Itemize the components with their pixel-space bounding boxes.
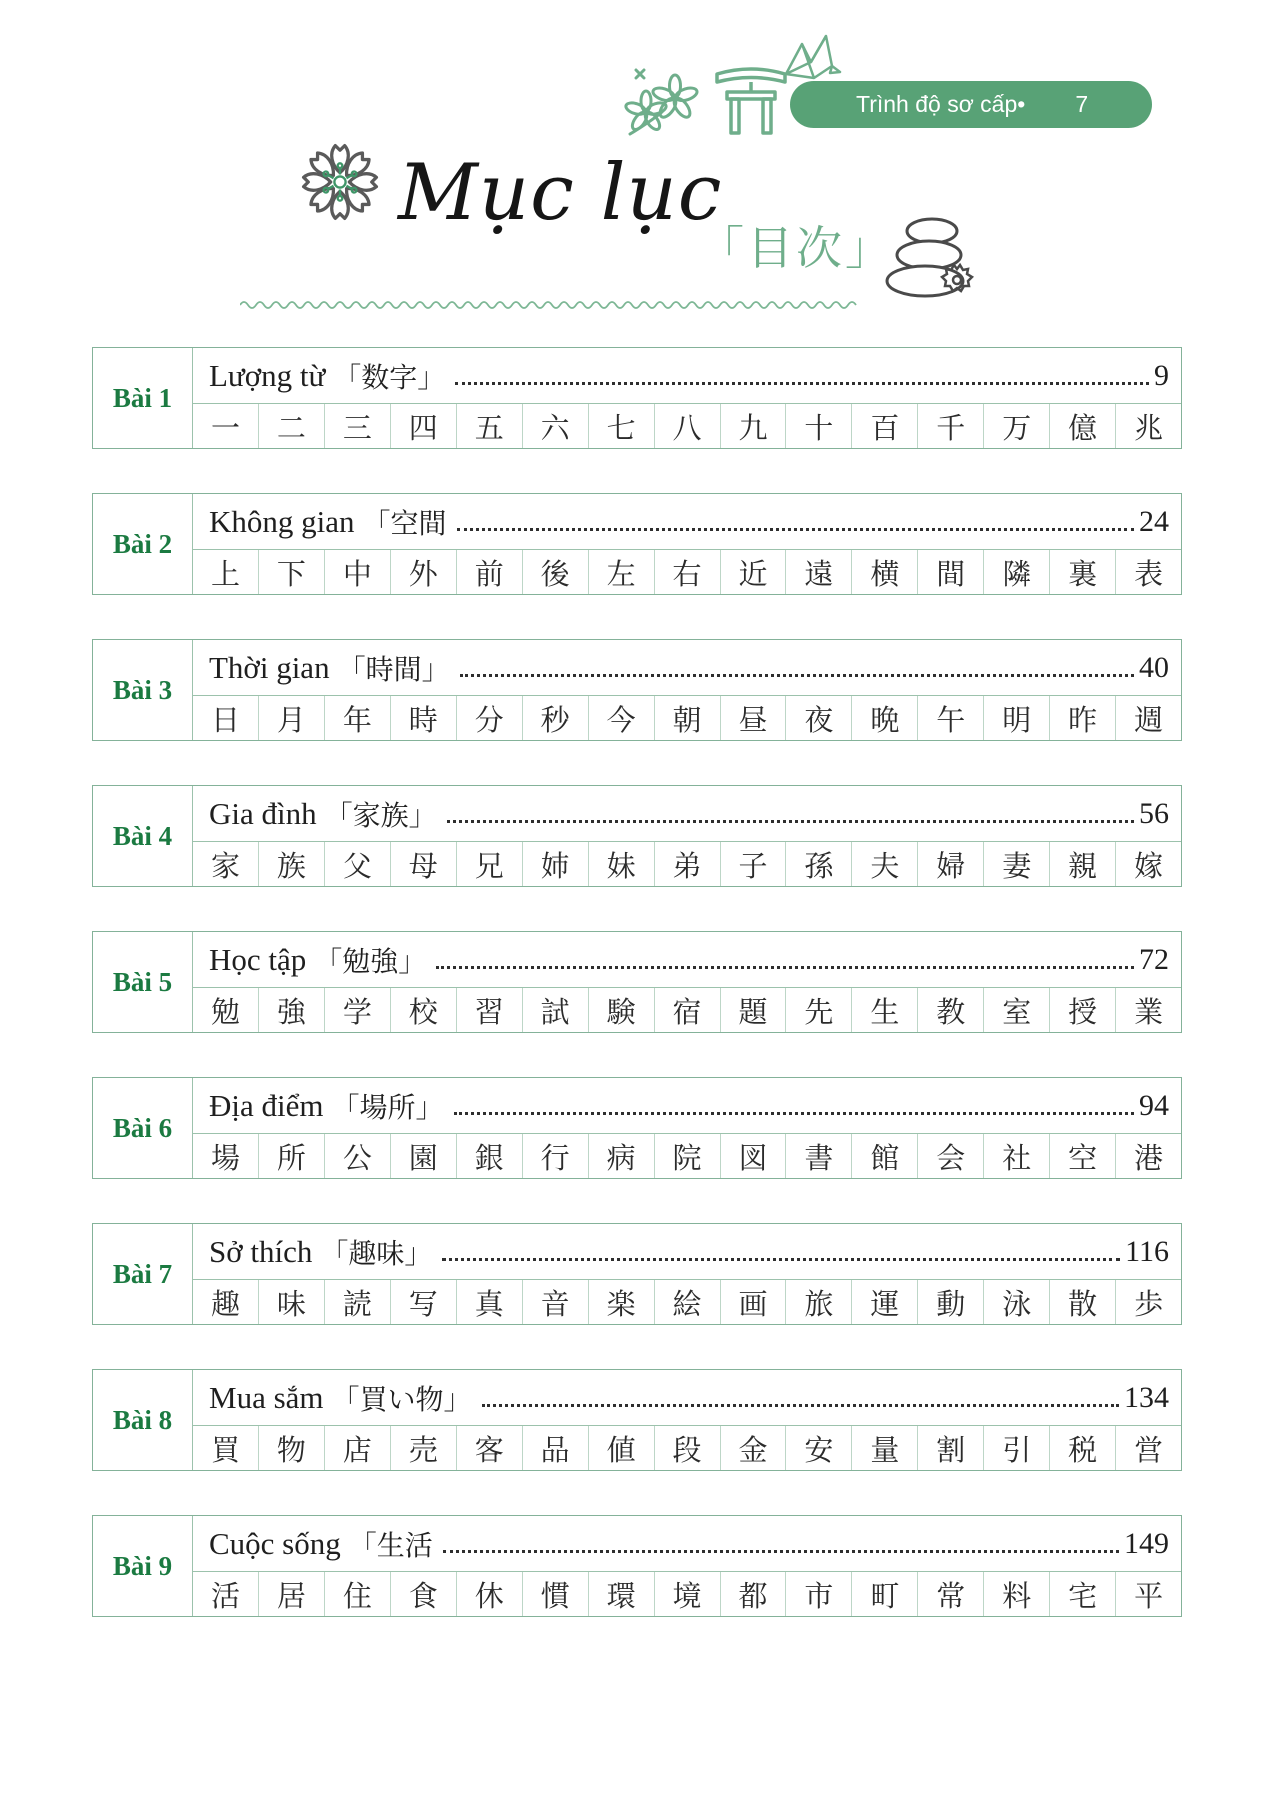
kanji-cell: 夫 bbox=[852, 842, 918, 886]
kanji-cell: 妹 bbox=[589, 842, 655, 886]
kanji-cell: 兆 bbox=[1134, 412, 1164, 445]
kanji-cell: 都 bbox=[721, 1572, 787, 1616]
kanji-cell: 親 bbox=[1050, 842, 1116, 886]
kanji-cell: 活 bbox=[193, 1572, 259, 1616]
kanji-cell: 授 bbox=[1050, 988, 1116, 1032]
kanji-cell: 金 bbox=[721, 1426, 787, 1470]
kanji-cell: 楽 bbox=[589, 1280, 655, 1324]
lesson-label bbox=[93, 786, 193, 886]
lesson-title-japanese: 「趣味」 bbox=[320, 1238, 433, 1270]
kanji-cell: 安 bbox=[786, 1426, 852, 1470]
lesson-label bbox=[93, 932, 193, 1032]
kanji-cell: 今 bbox=[589, 696, 655, 740]
kanji-cell: 教 bbox=[918, 988, 984, 1032]
kanji-cell: 明 bbox=[984, 696, 1050, 740]
kanji-cell: 税 bbox=[1050, 1426, 1116, 1470]
kanji-cell: 宅 bbox=[1050, 1572, 1116, 1616]
dotted-leader bbox=[460, 674, 1134, 677]
lesson-title-japanese: 「数字」 bbox=[333, 362, 446, 394]
lesson-content bbox=[193, 786, 1181, 886]
kanji-cell: 左 bbox=[589, 550, 655, 594]
page-title: Mục lục bbox=[398, 148, 723, 238]
kanji-cell: 常 bbox=[918, 1572, 984, 1616]
page-number: 7 bbox=[1075, 91, 1089, 117]
kanji-cell: 嫁 bbox=[1134, 850, 1164, 883]
level-banner bbox=[790, 81, 1152, 128]
kanji-cell: 八 bbox=[655, 404, 721, 448]
kanji-cell: 四 bbox=[391, 404, 457, 448]
kanji-cell: 営 bbox=[1134, 1434, 1164, 1467]
lesson-title: Địa điểm bbox=[209, 1087, 324, 1123]
kanji-row bbox=[193, 841, 1181, 886]
kanji-cell: 夜 bbox=[786, 696, 852, 740]
kanji-cell: 分 bbox=[457, 696, 523, 740]
kanji-cell: 写 bbox=[391, 1280, 457, 1324]
kanji-cell: 弟 bbox=[655, 842, 721, 886]
kanji-cell: 万 bbox=[984, 404, 1050, 448]
kanji-cell: 院 bbox=[655, 1134, 721, 1178]
kanji-cell: 館 bbox=[852, 1134, 918, 1178]
kanji-cell: 習 bbox=[457, 988, 523, 1032]
lesson-label-text: Bài 2 bbox=[112, 528, 173, 559]
kanji-cell: 病 bbox=[589, 1134, 655, 1178]
lesson-content bbox=[193, 932, 1181, 1032]
lesson-page-number: 149 bbox=[1124, 1526, 1169, 1560]
kanji-row bbox=[193, 1279, 1181, 1324]
kanji-cell: 段 bbox=[655, 1426, 721, 1470]
lesson-section bbox=[92, 347, 1182, 449]
kanji-cell: 町 bbox=[852, 1572, 918, 1616]
kanji-cell: 運 bbox=[852, 1280, 918, 1324]
kanji-cell: 右 bbox=[655, 550, 721, 594]
kanji-cell: 一 bbox=[193, 404, 259, 448]
kanji-cell: 表 bbox=[1134, 558, 1164, 591]
kanji-cell: 休 bbox=[457, 1572, 523, 1616]
kanji-cell: 値 bbox=[589, 1426, 655, 1470]
kanji-cell: 品 bbox=[523, 1426, 589, 1470]
kanji-cell: 三 bbox=[325, 404, 391, 448]
lesson-label-text: Bài 8 bbox=[112, 1404, 173, 1435]
kanji-cell: 子 bbox=[721, 842, 787, 886]
lesson-label bbox=[93, 1516, 193, 1616]
dotted-leader bbox=[454, 1112, 1134, 1115]
kanji-cell: 園 bbox=[391, 1134, 457, 1178]
lesson-title-row bbox=[193, 1078, 1181, 1133]
kanji-cell: 月 bbox=[259, 696, 325, 740]
kanji-cell: 強 bbox=[259, 988, 325, 1032]
kanji-cell: 音 bbox=[523, 1280, 589, 1324]
lesson-title-row bbox=[193, 1224, 1181, 1279]
kanji-cell: 昼 bbox=[721, 696, 787, 740]
kanji-cell: 外 bbox=[391, 550, 457, 594]
kanji-cell: 試 bbox=[523, 988, 589, 1032]
kanji-cell: 午 bbox=[918, 696, 984, 740]
lesson-label-text: Bài 7 bbox=[112, 1258, 173, 1289]
kanji-cell: 会 bbox=[918, 1134, 984, 1178]
kanji-cell: 校 bbox=[391, 988, 457, 1032]
kanji-cell: 家 bbox=[193, 842, 259, 886]
dotted-leader bbox=[455, 382, 1149, 385]
kanji-cell: 裏 bbox=[1050, 550, 1116, 594]
kanji-cell: 秒 bbox=[523, 696, 589, 740]
kanji-row bbox=[193, 403, 1181, 448]
lesson-title: Học tập bbox=[209, 941, 307, 977]
kanji-cell: 妻 bbox=[984, 842, 1050, 886]
kanji-row bbox=[193, 1571, 1181, 1616]
lesson-content bbox=[193, 1224, 1181, 1324]
lesson-page-number: 56 bbox=[1139, 796, 1169, 830]
kanji-cell: 六 bbox=[523, 404, 589, 448]
lesson-title: Gia đình bbox=[209, 795, 317, 831]
kanji-cell: 年 bbox=[325, 696, 391, 740]
kanji-cell: 生 bbox=[852, 988, 918, 1032]
kanji-cell: 間 bbox=[918, 550, 984, 594]
lesson-title-japanese: 「空間 bbox=[362, 508, 447, 540]
lesson-page-number: 24 bbox=[1139, 504, 1169, 538]
lesson-label-text: Bài 9 bbox=[112, 1550, 173, 1581]
kanji-cell: 晩 bbox=[852, 696, 918, 740]
kanji-cell: 泳 bbox=[984, 1280, 1050, 1324]
lesson-page-number: 116 bbox=[1125, 1234, 1169, 1268]
kanji-cell: 業 bbox=[1134, 996, 1164, 1029]
kanji-cell: 兄 bbox=[457, 842, 523, 886]
lesson-content bbox=[193, 494, 1181, 594]
lesson-title-row bbox=[193, 348, 1181, 403]
lesson-label-text: Bài 1 bbox=[112, 382, 173, 413]
lesson-section bbox=[92, 931, 1182, 1033]
kanji-cell: 十 bbox=[786, 404, 852, 448]
kanji-cell: 食 bbox=[391, 1572, 457, 1616]
kanji-row bbox=[193, 549, 1181, 594]
kanji-cell: 億 bbox=[1050, 404, 1116, 448]
kanji-cell: 動 bbox=[918, 1280, 984, 1324]
lesson-label bbox=[93, 1224, 193, 1324]
kanji-cell: 孫 bbox=[786, 842, 852, 886]
kanji-cell: 環 bbox=[589, 1572, 655, 1616]
sakura-cluster-icon bbox=[622, 60, 702, 138]
kanji-cell: 居 bbox=[259, 1572, 325, 1616]
kanji-cell: 婦 bbox=[918, 842, 984, 886]
lesson-label bbox=[93, 1370, 193, 1470]
lesson-content bbox=[193, 1078, 1181, 1178]
lesson-content bbox=[193, 1516, 1181, 1616]
lesson-content bbox=[193, 1370, 1181, 1470]
lesson-label-text: Bài 4 bbox=[112, 820, 173, 851]
kanji-cell: 売 bbox=[391, 1426, 457, 1470]
kanji-cell: 画 bbox=[721, 1280, 787, 1324]
kanji-cell: 所 bbox=[259, 1134, 325, 1178]
lesson-page-number: 134 bbox=[1124, 1380, 1169, 1414]
kanji-cell: 前 bbox=[457, 550, 523, 594]
lesson-title-row bbox=[193, 786, 1181, 841]
dotted-leader bbox=[457, 528, 1134, 531]
lesson-label bbox=[93, 640, 193, 740]
kanji-cell: 上 bbox=[193, 550, 259, 594]
kanji-cell: 港 bbox=[1134, 1142, 1164, 1175]
kanji-row bbox=[193, 1425, 1181, 1470]
kanji-cell: 下 bbox=[259, 550, 325, 594]
kanji-cell: 後 bbox=[523, 550, 589, 594]
kanji-cell: 引 bbox=[984, 1426, 1050, 1470]
dotted-leader bbox=[442, 1258, 1120, 1261]
kanji-cell: 宿 bbox=[655, 988, 721, 1032]
lesson-title: Thời gian bbox=[209, 649, 330, 685]
sakura-flower-icon bbox=[298, 140, 382, 224]
kanji-cell: 割 bbox=[918, 1426, 984, 1470]
lesson-section bbox=[92, 1369, 1182, 1471]
kanji-cell: 先 bbox=[786, 988, 852, 1032]
kanji-cell: 族 bbox=[259, 842, 325, 886]
lesson-page-number: 40 bbox=[1139, 650, 1169, 684]
kanji-cell: 公 bbox=[325, 1134, 391, 1178]
kanji-cell: 絵 bbox=[655, 1280, 721, 1324]
lesson-title: Sở thích bbox=[209, 1233, 313, 1269]
kanji-cell: 時 bbox=[391, 696, 457, 740]
dotted-leader bbox=[482, 1404, 1119, 1407]
lesson-title: Mua sắm bbox=[209, 1379, 324, 1415]
kanji-cell: 場 bbox=[193, 1134, 259, 1178]
kanji-cell: 中 bbox=[325, 550, 391, 594]
lesson-content bbox=[193, 348, 1181, 448]
lesson-title-row bbox=[193, 1516, 1181, 1571]
kanji-cell: 遠 bbox=[786, 550, 852, 594]
kanji-cell: 週 bbox=[1134, 704, 1164, 737]
lesson-section bbox=[92, 785, 1182, 887]
lesson-page-number: 72 bbox=[1139, 942, 1169, 976]
level-label: Trình độ sơ cấp• bbox=[856, 91, 1026, 117]
lesson-title-row bbox=[193, 1370, 1181, 1425]
kanji-cell: 読 bbox=[325, 1280, 391, 1324]
lesson-section bbox=[92, 1077, 1182, 1179]
lesson-page-number: 94 bbox=[1139, 1088, 1169, 1122]
kanji-cell: 散 bbox=[1050, 1280, 1116, 1324]
kanji-cell: 境 bbox=[655, 1572, 721, 1616]
zen-stones-icon bbox=[876, 216, 980, 304]
kanji-cell: 日 bbox=[193, 696, 259, 740]
dotted-leader bbox=[447, 820, 1134, 823]
lesson-title: Lượng từ bbox=[209, 357, 326, 393]
lesson-label-text: Bài 5 bbox=[112, 966, 173, 997]
lesson-label bbox=[93, 494, 193, 594]
kanji-cell: 近 bbox=[721, 550, 787, 594]
lesson-content bbox=[193, 640, 1181, 740]
kanji-cell: 真 bbox=[457, 1280, 523, 1324]
lesson-label bbox=[93, 348, 193, 448]
kanji-cell: 父 bbox=[325, 842, 391, 886]
lesson-title-japanese: 「場所」 bbox=[331, 1092, 444, 1124]
lesson-section bbox=[92, 639, 1182, 741]
kanji-cell: 空 bbox=[1050, 1134, 1116, 1178]
lesson-title: Không gian bbox=[209, 503, 355, 539]
kanji-cell: 量 bbox=[852, 1426, 918, 1470]
kanji-cell: 二 bbox=[259, 404, 325, 448]
kanji-cell: 験 bbox=[589, 988, 655, 1032]
kanji-cell: 趣 bbox=[193, 1280, 259, 1324]
kanji-cell: 昨 bbox=[1050, 696, 1116, 740]
kanji-cell: 店 bbox=[325, 1426, 391, 1470]
lesson-title-row bbox=[193, 494, 1181, 549]
kanji-cell: 味 bbox=[259, 1280, 325, 1324]
kanji-cell: 書 bbox=[786, 1134, 852, 1178]
kanji-cell: 千 bbox=[918, 404, 984, 448]
lesson-title-japanese: 「勉強」 bbox=[314, 946, 427, 978]
kanji-cell: 題 bbox=[721, 988, 787, 1032]
lesson-title-japanese: 「生活 bbox=[348, 1530, 433, 1562]
lesson-section bbox=[92, 1515, 1182, 1617]
kanji-cell: 客 bbox=[457, 1426, 523, 1470]
kanji-cell: 旅 bbox=[786, 1280, 852, 1324]
lesson-title: Cuộc sống bbox=[209, 1525, 341, 1561]
kanji-cell: 行 bbox=[523, 1134, 589, 1178]
kanji-cell: 七 bbox=[589, 404, 655, 448]
kanji-cell: 銀 bbox=[457, 1134, 523, 1178]
kanji-cell: 物 bbox=[259, 1426, 325, 1470]
kanji-cell: 図 bbox=[721, 1134, 787, 1178]
kanji-cell: 市 bbox=[786, 1572, 852, 1616]
page-title-japanese: 「目次」 bbox=[698, 223, 894, 274]
lesson-title-row bbox=[193, 932, 1181, 987]
kanji-cell: 勉 bbox=[193, 988, 259, 1032]
kanji-cell: 買 bbox=[193, 1426, 259, 1470]
dotted-leader bbox=[436, 966, 1134, 969]
kanji-cell: 料 bbox=[984, 1572, 1050, 1616]
kanji-cell: 姉 bbox=[523, 842, 589, 886]
lesson-title-japanese: 「買い物」 bbox=[331, 1384, 472, 1416]
lesson-section bbox=[92, 493, 1182, 595]
kanji-cell: 百 bbox=[852, 404, 918, 448]
kanji-cell: 社 bbox=[984, 1134, 1050, 1178]
kanji-cell: 横 bbox=[852, 550, 918, 594]
kanji-cell: 室 bbox=[984, 988, 1050, 1032]
dotted-leader bbox=[443, 1550, 1119, 1553]
kanji-row bbox=[193, 695, 1181, 740]
lesson-title-row bbox=[193, 640, 1181, 695]
lesson-section bbox=[92, 1223, 1182, 1325]
lesson-title-japanese: 「家族」 bbox=[324, 800, 437, 832]
kanji-cell: 歩 bbox=[1134, 1288, 1164, 1321]
kanji-cell: 朝 bbox=[655, 696, 721, 740]
kanji-cell: 母 bbox=[391, 842, 457, 886]
lesson-title-japanese: 「時間」 bbox=[337, 654, 450, 686]
kanji-cell: 住 bbox=[325, 1572, 391, 1616]
lesson-label-text: Bài 6 bbox=[112, 1112, 173, 1143]
lesson-page-number: 9 bbox=[1154, 358, 1169, 392]
origami-crane-icon bbox=[780, 32, 842, 86]
lesson-label-text: Bài 3 bbox=[112, 674, 173, 705]
wavy-divider bbox=[240, 297, 858, 311]
kanji-row bbox=[193, 1133, 1181, 1178]
toc-sections bbox=[92, 347, 1182, 1661]
kanji-cell: 慣 bbox=[523, 1572, 589, 1616]
lesson-label bbox=[93, 1078, 193, 1178]
kanji-cell: 平 bbox=[1134, 1580, 1164, 1613]
kanji-cell: 隣 bbox=[984, 550, 1050, 594]
kanji-cell: 学 bbox=[325, 988, 391, 1032]
kanji-cell: 九 bbox=[721, 404, 787, 448]
kanji-cell: 五 bbox=[457, 404, 523, 448]
kanji-row bbox=[193, 987, 1181, 1032]
